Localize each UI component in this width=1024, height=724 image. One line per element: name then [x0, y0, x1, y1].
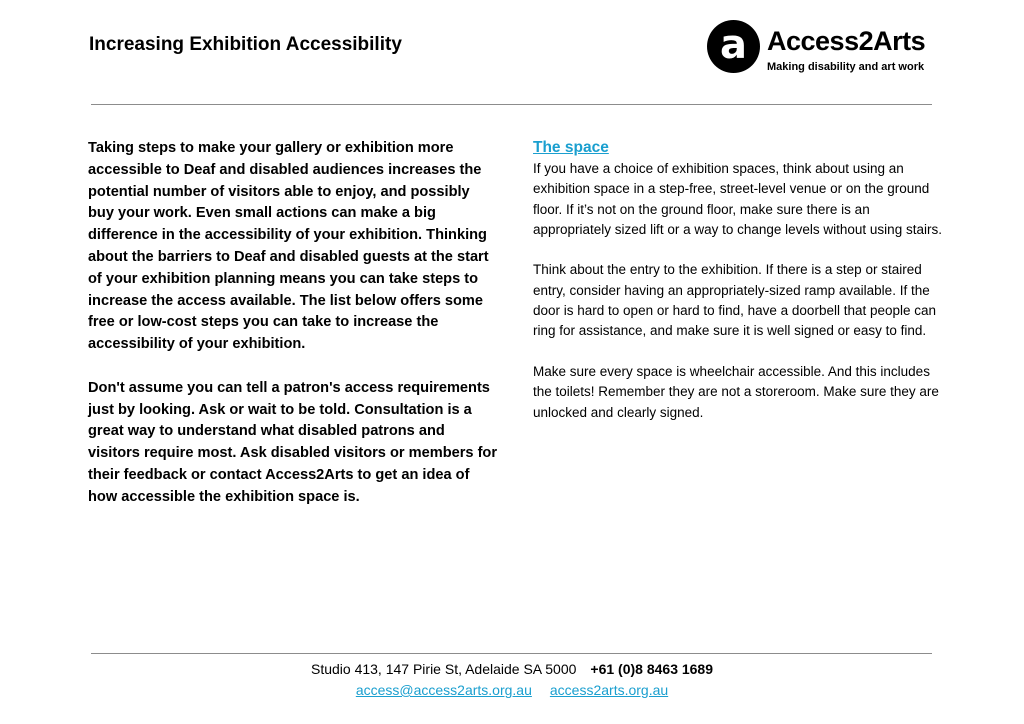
space-section: [533, 138, 943, 443]
logo-tagline: Making disability and art work: [767, 61, 925, 73]
intro-paragraph: Taking steps to make your gallery or exhibition more accessible to Deaf and disabled audiences increases the potential number of visitors able to enjoy, and possibly buy your work. Even small actions can make a big difference in the accessibility of your exhibition. Thinking about the barriers to Deaf and disabled guests at the start of your exhibition planning means you can take steps to increase the access available. The list below offers some free or low-cost steps you can take to increase the accessibility of your exhibition.: [88, 140, 489, 353]
website-link[interactable]: access2arts.org.au: [549, 682, 669, 698]
access2arts-logo: [707, 20, 937, 80]
footer-contact: [0, 659, 1024, 679]
footer-divider: [91, 653, 932, 654]
logo-mark: a: [707, 20, 760, 73]
wheelchair-paragraph: Make sure every space is wheelchair accessible. And this includes the toilets! Remember they are not a storeroom. Make sure they are unlocked and clearly signed.: [533, 363, 939, 420]
space-paragraph: If you have a choice of exhibition spaces, think about using an exhibition space in a step-free, street-level venue or on the ground floor. If it’s not on the ground floor, make sure there is an appropriately sized lift or a way to change levels without using stairs.: [533, 161, 942, 237]
footer-links: [0, 680, 1024, 700]
consultation-paragraph: Don't assume you can tell a patron's access requirements just by looking. Ask or wait to be told. Consultation is a great way to understand what disabled patrons and visitors require most. Ask disabled visitors or members for their feedback or contact Access2Arts to get an idea of how accessible the exhibition space is.: [88, 379, 498, 505]
page-title: Increasing Exhibition Accessibility: [89, 34, 402, 55]
header-divider: [91, 104, 932, 105]
email-link[interactable]: access@access2arts.org.au: [355, 682, 532, 698]
footer-phone: +61 (0)8 8463 1689: [590, 661, 714, 677]
intro-column: [88, 138, 498, 530]
section-heading-the-space: The space: [533, 139, 609, 156]
entry-paragraph: Think about the entry to the exhibition. If there is a step or staired entry, consider having an appropriately-sized ramp available. If the door is hard to open or hard to find, have a doorbell that people can ring for assistance, and make sure it is well signed or easy to find.: [533, 262, 937, 339]
logo-name: Access2Arts: [767, 26, 926, 56]
footer-address: Studio 413, 147 Pirie St, Adelaide SA 5000: [310, 661, 577, 677]
